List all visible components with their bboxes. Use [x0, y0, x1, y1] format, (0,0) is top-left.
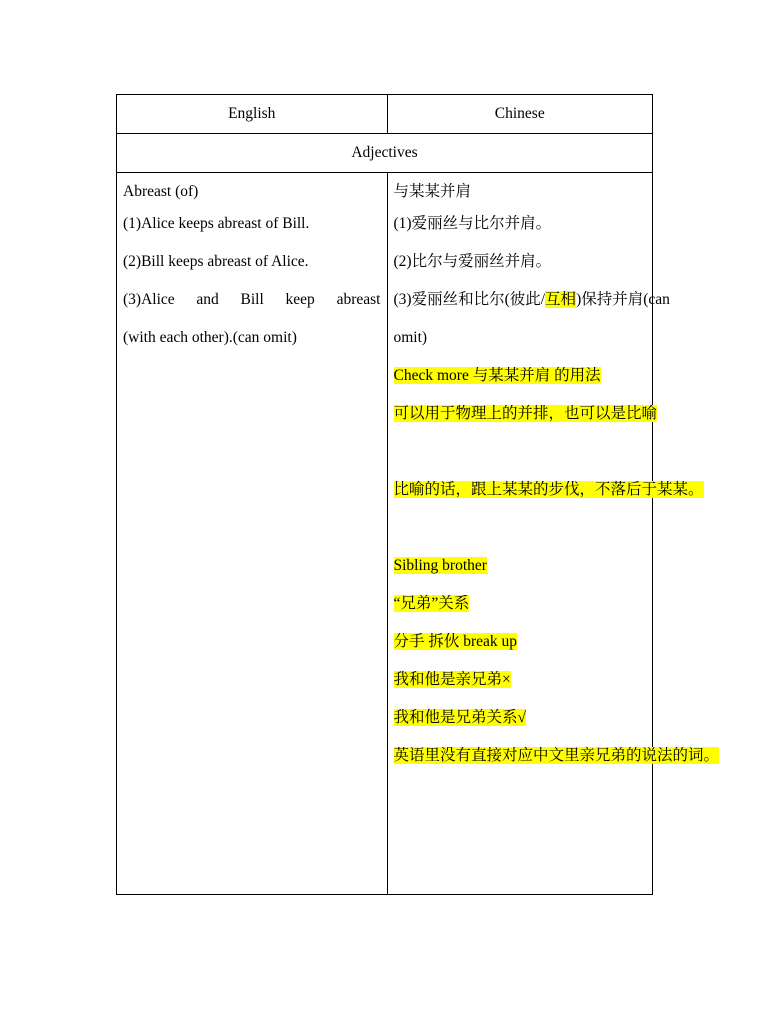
- note-line: [394, 547, 647, 585]
- section-row: [117, 134, 653, 173]
- note-line: [394, 585, 647, 623]
- text-segment: )保持并肩(can: [576, 291, 670, 308]
- table-row: [117, 173, 653, 895]
- chinese-line: (2)比尔与爱丽丝并肩。: [393, 253, 552, 270]
- section-title: Adjectives: [117, 134, 653, 173]
- highlighted-note: 可以用于物理上的并排，也可以是比喻: [393, 405, 658, 422]
- word: keep: [285, 291, 315, 308]
- chinese-line: 与某某并肩: [393, 183, 472, 200]
- table-header-row: [117, 95, 653, 134]
- highlighted-segment: 互相: [545, 291, 577, 308]
- word: abreast: [336, 291, 381, 308]
- header-english: English: [117, 95, 388, 134]
- note-line: [394, 357, 647, 395]
- blank-line: [394, 509, 647, 547]
- english-justified-line: [123, 281, 381, 319]
- highlighted-note: 我和他是兄弟关系√: [393, 709, 527, 726]
- word: and: [196, 291, 219, 308]
- header-chinese: Chinese: [387, 95, 653, 134]
- english-line: (with each other).(can omit): [123, 329, 297, 346]
- blank-line: [394, 433, 647, 471]
- chinese-cell: [387, 173, 720, 895]
- note-line: [394, 699, 647, 737]
- highlighted-note: 我和他是亲兄弟×: [393, 671, 511, 688]
- english-line: (2)Bill keeps abreast of Alice.: [123, 253, 309, 270]
- word: (3)Alice: [123, 291, 175, 308]
- english-cell: [117, 173, 388, 895]
- text-segment: (3)爱丽丝和比尔(彼此/: [393, 291, 546, 308]
- english-line: (1)Alice keeps abreast of Bill.: [123, 215, 310, 232]
- note-line: [393, 737, 720, 775]
- highlighted-note: 比喻的话，跟上某某的步伐，不落后于某某。: [393, 481, 704, 498]
- chinese-line: [393, 281, 670, 319]
- document-page: [116, 94, 720, 894]
- vocabulary-table: [116, 94, 720, 895]
- highlighted-note: Check more 与某某并肩 的用法: [393, 367, 601, 384]
- highlighted-note: “兄弟”关系: [393, 595, 470, 612]
- highlighted-note: 分手 拆伙 break up: [393, 633, 518, 650]
- note-line: [393, 395, 658, 433]
- note-line: [394, 661, 647, 699]
- highlighted-note: Sibling brother: [393, 557, 487, 574]
- chinese-line: (1)爱丽丝与比尔并肩。: [393, 215, 552, 232]
- english-line: Abreast (of): [123, 183, 199, 200]
- word: Bill: [240, 291, 264, 308]
- note-line: [393, 471, 704, 509]
- chinese-line: omit): [393, 329, 428, 346]
- note-line: [394, 623, 647, 661]
- highlighted-note: 英语里没有直接对应中文里亲兄弟的说法的词。: [393, 747, 720, 764]
